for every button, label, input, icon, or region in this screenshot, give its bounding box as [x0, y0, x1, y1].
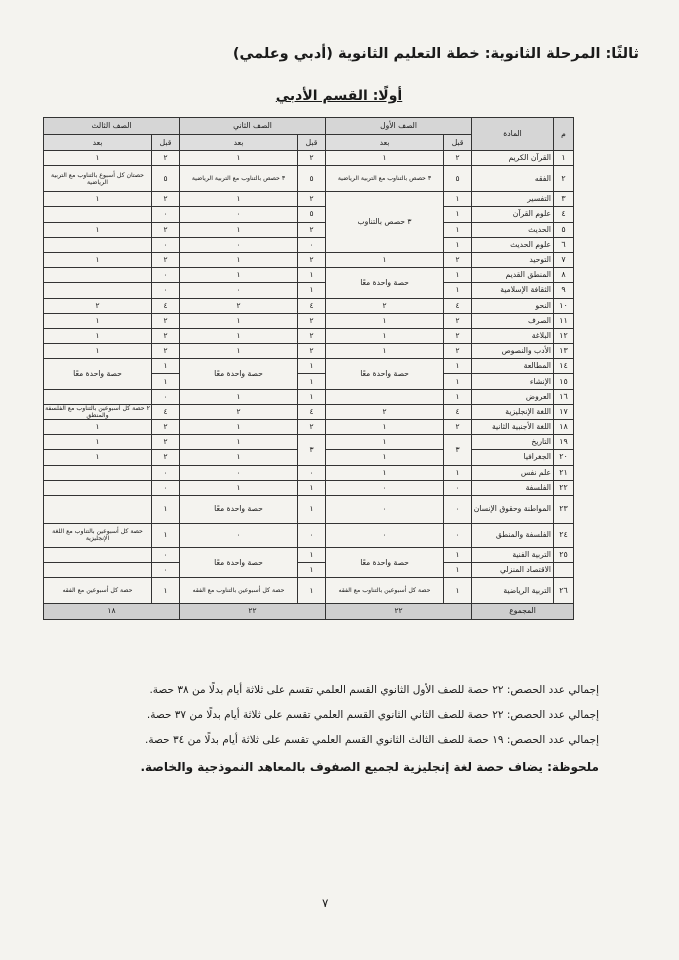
row-num: ٢٥	[554, 547, 574, 562]
g1-together-cell: حصة واحدة معًا	[326, 268, 444, 298]
g3-before: ٢	[152, 313, 180, 328]
g2-after: ١	[180, 252, 298, 267]
g2-after: ١	[180, 222, 298, 237]
row-num: ٢٠	[554, 450, 574, 465]
g2-together-cell: حصة واحدة معًا	[180, 359, 298, 389]
g1-before: ٢	[444, 151, 472, 166]
subject-cell: الفلسفة	[472, 480, 554, 495]
row-num: ١٣	[554, 344, 574, 359]
table-row	[44, 298, 574, 313]
g1-after: ١	[326, 420, 444, 435]
g2-before: ١	[298, 359, 326, 374]
g1-before: ٠	[444, 523, 472, 547]
subject-cell: الحديث	[472, 222, 554, 237]
g1-after: ١	[326, 344, 444, 359]
g1-after: ٢	[326, 404, 444, 419]
page-number: ٧	[322, 896, 329, 910]
g1-after: ١	[326, 151, 444, 166]
table-row	[44, 283, 574, 298]
table-row	[44, 547, 574, 562]
row-num: ١٢	[554, 328, 574, 343]
header-after: بعد	[44, 135, 152, 151]
row-num: ٢٢	[554, 480, 574, 495]
g3-before: ٢	[152, 450, 180, 465]
row-num: ٧	[554, 252, 574, 267]
g2-together-cell: حصة واحدة معًا	[180, 495, 298, 523]
subject-cell: الأدب والنصوص	[472, 344, 554, 359]
g3-before: ٠	[152, 283, 180, 298]
row-num: ١٠	[554, 298, 574, 313]
g2-before: ٢	[298, 192, 326, 207]
g3-before: ٠	[152, 563, 180, 578]
g2-before: ٢	[298, 313, 326, 328]
g3-after: ١	[44, 328, 152, 343]
table-row	[44, 344, 574, 359]
g3-after	[44, 207, 152, 222]
row-num: ١٨	[554, 420, 574, 435]
g1-before: ٤	[444, 298, 472, 313]
g3-after: حصة كل أسبوعين مع الفقه	[44, 578, 152, 604]
g1-before: ١	[444, 268, 472, 283]
g1-after: حصة كل أسبوعين بالتناوب مع الفقه	[326, 578, 444, 604]
table-row	[44, 328, 574, 343]
g1-before: ٢	[444, 420, 472, 435]
g1-after: ١	[326, 435, 444, 450]
g3-before: ١	[152, 374, 180, 389]
row-num: ١	[554, 151, 574, 166]
g2-after: ٠	[180, 465, 298, 480]
g3-before: ٢	[152, 192, 180, 207]
g2-before: ٥	[298, 166, 326, 192]
g3-after	[44, 283, 152, 298]
g2-before: ٠	[298, 465, 326, 480]
subject-cell: الصرف	[472, 313, 554, 328]
table-row	[44, 252, 574, 267]
table-row	[44, 237, 574, 252]
g2-before: ٥	[298, 207, 326, 222]
table-row	[44, 207, 574, 222]
g1-before: ٠	[444, 495, 472, 523]
g2-after: ١	[180, 151, 298, 166]
header-before: قبل	[444, 135, 472, 151]
g2-after: ١	[180, 480, 298, 495]
g1-before: ٢	[444, 344, 472, 359]
g2-before: ٢	[298, 222, 326, 237]
header-grade1: الصف الأول	[326, 118, 472, 135]
row-num: ٢	[554, 166, 574, 192]
g2-before: ٠	[298, 523, 326, 547]
g2-after: ١	[180, 450, 298, 465]
header-before: قبل	[298, 135, 326, 151]
g1-before: ١	[444, 563, 472, 578]
g3-before: ٢	[152, 420, 180, 435]
g1-before: ١	[444, 547, 472, 562]
table-row	[44, 495, 574, 523]
g1-after: ٠	[326, 480, 444, 495]
row-num	[554, 563, 574, 578]
row-num: ٣	[554, 192, 574, 207]
g3-after: ١	[44, 151, 152, 166]
g1-before: ١	[444, 359, 472, 374]
table-row	[44, 465, 574, 480]
g2-after: ١	[180, 328, 298, 343]
g2-after: ٠	[180, 283, 298, 298]
g2-after: ٢	[180, 404, 298, 419]
g1-before: ١	[444, 192, 472, 207]
table-row	[44, 192, 574, 207]
g3-after: ٢ حصة كل أسبوعين بالتناوب مع الفلسفة والمنطق	[45, 404, 150, 419]
g3-before: ٠	[152, 237, 180, 252]
g2-before: ١	[298, 547, 326, 562]
g1-after: ١	[326, 328, 444, 343]
row-num: ٨	[554, 268, 574, 283]
g2-after: ٠	[180, 207, 298, 222]
g2-before: ٢	[298, 252, 326, 267]
g2-before: ٤	[298, 404, 326, 419]
g1-after: ٠	[326, 495, 444, 523]
table-row	[44, 389, 574, 404]
subject-cell: التاريخ	[472, 435, 554, 450]
g1-after: ١	[326, 252, 444, 267]
g2-before: ١	[298, 495, 326, 523]
table-row	[44, 268, 574, 283]
g3-after: ١	[44, 192, 152, 207]
table-row	[44, 523, 574, 547]
g3-before: ٤	[152, 404, 180, 419]
total-g3: ١٨	[44, 604, 180, 619]
g3-before: ٠	[152, 268, 180, 283]
g3-together-cell: حصة واحدة معًا	[44, 359, 152, 389]
g2-after: ٠	[180, 237, 298, 252]
row-num: ٢٤	[554, 523, 574, 547]
subject-cell: الجغرافيا	[472, 450, 554, 465]
total-g1: ٢٢	[326, 604, 472, 619]
subject-cell: البلاغة	[472, 328, 554, 343]
g2-before: ١	[298, 374, 326, 389]
row-num: ١٤	[554, 359, 574, 374]
g3-before: ٢	[152, 328, 180, 343]
g2-before: ١	[298, 268, 326, 283]
g1-after	[326, 389, 444, 404]
g2-before: ٢	[298, 328, 326, 343]
g1-after: ١	[326, 465, 444, 480]
g2-before: ١	[298, 389, 326, 404]
g1-after: ١	[326, 450, 444, 465]
row-num: ١١	[554, 313, 574, 328]
summary-line-1: إجمالي عدد الحصص: ٢٢ حصة للصف الأول الثانوي القسم العلمي تقسم على ثلاثة أيام بدلًا من ٣٨ حصة.	[149, 684, 599, 696]
subject-cell: التوحيد	[472, 252, 554, 267]
g1-after: ٠	[326, 523, 444, 547]
g2-together-cell: حصة واحدة معًا	[180, 547, 298, 577]
table-row	[44, 435, 574, 450]
g3-before: ١	[152, 523, 180, 547]
g2-after: ٢	[180, 298, 298, 313]
g1-before: ١	[444, 237, 472, 252]
subject-cell: القرآن الكريم	[472, 151, 554, 166]
row-num: ٢٣	[554, 495, 574, 523]
total-label: المجموع	[472, 604, 574, 619]
g1-shared-cell: ٣ حصص بالتناوب	[326, 192, 444, 253]
g1-before: ١	[444, 578, 472, 604]
g3-before: ١	[152, 359, 180, 374]
g3-after	[44, 268, 152, 283]
subject-cell: التربية الرياضية	[472, 578, 554, 604]
subject-cell: الفقه	[472, 166, 554, 192]
g3-after: ٢	[44, 298, 152, 313]
g3-before: ٥	[152, 166, 180, 192]
subject-cell: علوم الحديث	[472, 237, 554, 252]
subject-cell: المطالعة	[472, 359, 554, 374]
g3-before: ٠	[152, 389, 180, 404]
subject-cell: المواطنة وحقوق الإنسان	[472, 495, 554, 523]
row-num: ٩	[554, 283, 574, 298]
g3-after	[44, 547, 152, 562]
g1-before: ٢	[444, 313, 472, 328]
g2-after: ١	[180, 420, 298, 435]
row-num: ٢٦	[554, 578, 574, 604]
g2-before: ٤	[298, 298, 326, 313]
table-row	[44, 359, 574, 374]
total-g2: ٢٢	[180, 604, 326, 619]
subject-cell: الثقافة الإسلامية	[472, 283, 554, 298]
g3-after	[44, 237, 152, 252]
subject-cell: النحو	[472, 298, 554, 313]
subject-cell: الإنشاء	[472, 374, 554, 389]
g3-before: ٠	[152, 465, 180, 480]
summary-line-2: إجمالي عدد الحصص: ٢٢ حصة للصف الثاني الثانوي القسم العلمي تقسم على ثلاثة أيام بدلًا من ٣٧ حصة.	[146, 709, 599, 721]
g3-before: ١	[152, 578, 180, 604]
subject-cell: اللغة الإنجليزية	[472, 404, 554, 419]
table-row	[44, 578, 574, 604]
g1-history-before: ٣	[444, 435, 472, 465]
g1-after: ٣ حصص بالتناوب مع التربية الرياضية	[326, 166, 444, 192]
g3-after: ١	[44, 313, 152, 328]
table-row	[44, 480, 574, 495]
g3-before: ١	[152, 495, 180, 523]
g3-after: حصتان كل أسبوع بالتناوب مع التربية الرياضية	[44, 166, 152, 192]
g1-before: ١	[444, 465, 472, 480]
subject-cell: التربية الفنية	[472, 547, 554, 562]
g3-before: ٢	[152, 435, 180, 450]
total-row	[44, 604, 574, 619]
g1-together-cell: حصة واحدة معًا	[326, 547, 444, 577]
header-grade3: الصف الثالث	[44, 118, 180, 135]
g3-before: ٠	[152, 207, 180, 222]
table-row	[44, 151, 574, 166]
g2-before: ١	[298, 480, 326, 495]
g3-before: ٠	[152, 547, 180, 562]
g2-after: ١	[180, 313, 298, 328]
g1-before: ١	[444, 283, 472, 298]
g2-after: ١	[180, 389, 298, 404]
header-num: م	[554, 118, 574, 151]
g3-before: ٤	[152, 298, 180, 313]
g3-after	[44, 389, 152, 404]
g3-after: ١	[44, 420, 152, 435]
g1-before: ١	[444, 389, 472, 404]
g2-after: حصة كل أسبوعين بالتناوب مع الفقه	[180, 578, 298, 604]
g2-before: ٢	[298, 151, 326, 166]
header-before: قبل	[152, 135, 180, 151]
g3-after	[44, 465, 152, 480]
g2-after: ١	[180, 268, 298, 283]
header-after: بعد	[326, 135, 444, 151]
g3-before: ٢	[152, 252, 180, 267]
row-num: ٤	[554, 207, 574, 222]
row-num: ٢١	[554, 465, 574, 480]
summary-line-3: إجمالي عدد الحصص: ١٩ حصة للصف الثالث الثانوي القسم العلمي تقسم على ثلاثة أيام بدلًا من ٣٤ حصة.	[145, 734, 599, 746]
subject-cell: العروض	[472, 389, 554, 404]
table-row	[44, 166, 574, 192]
row-num: ٥	[554, 222, 574, 237]
row-num: ١٩	[554, 435, 574, 450]
g2-before: ٢	[298, 420, 326, 435]
header-grade2: الصف الثاني	[180, 118, 326, 135]
curriculum-table	[43, 117, 574, 620]
g2-after: ٣ حصص بالتناوب مع التربية الرياضية	[180, 166, 298, 192]
g3-after: ١	[44, 222, 152, 237]
g1-after: ١	[326, 313, 444, 328]
g3-before: ٢	[152, 151, 180, 166]
g2-before: ١	[298, 283, 326, 298]
g3-after: ١	[44, 450, 152, 465]
footnote: ملحوظة: يضاف حصة لغة إنجليزية لجميع الصفوف بالمعاهد النموذجية والخاصة.	[140, 760, 599, 774]
g2-after: ١	[180, 344, 298, 359]
g2-after: ١	[180, 192, 298, 207]
g2-after: ١	[180, 435, 298, 450]
g1-before: ٢	[444, 252, 472, 267]
g2-before: ١	[298, 578, 326, 604]
row-num: ١٦	[554, 389, 574, 404]
g1-before: ١	[444, 374, 472, 389]
g3-after	[44, 480, 152, 495]
table-row	[44, 222, 574, 237]
subject-cell: اللغة الأجنبية الثانية	[472, 420, 554, 435]
g1-before: ٤	[444, 404, 472, 419]
g3-after	[44, 495, 152, 523]
section-subheading: أولًا: القسم الأدبي	[275, 88, 403, 104]
g3-after: ١	[44, 252, 152, 267]
g2-history-before: ٣	[298, 435, 326, 465]
g3-after: ١	[44, 435, 152, 450]
g1-before: ٥	[444, 166, 472, 192]
table-row	[44, 563, 574, 578]
table-row	[44, 313, 574, 328]
row-num: ١٧	[554, 404, 574, 419]
subject-cell: الفلسفة والمنطق	[472, 523, 554, 547]
g2-after: ٠	[180, 523, 298, 547]
g1-together-cell: حصة واحدة معًا	[326, 359, 444, 389]
table-row	[44, 404, 574, 419]
row-num: ١٥	[554, 374, 574, 389]
header-subject: المادة	[472, 118, 554, 151]
g1-before: ١	[444, 207, 472, 222]
row-num: ٦	[554, 237, 574, 252]
g3-after: ١	[44, 344, 152, 359]
g3-before: ٢	[152, 344, 180, 359]
g3-before: ٠	[152, 480, 180, 495]
subject-cell: علم نفس	[472, 465, 554, 480]
subject-cell: المنطق القديم	[472, 268, 554, 283]
section-heading: ثالثًا: المرحلة الثانوية: خطة التعليم الثانوية (أدبي وعلمي)	[232, 46, 639, 62]
header-after: بعد	[180, 135, 298, 151]
subject-cell: علوم القرآن	[472, 207, 554, 222]
g2-before: ٠	[298, 237, 326, 252]
g1-before: ١	[444, 222, 472, 237]
g1-after: ٢	[326, 298, 444, 313]
table-row	[44, 420, 574, 435]
subject-cell: الاقتصاد المنزلي	[472, 563, 554, 578]
g1-before: ٢	[444, 328, 472, 343]
g2-before: ٢	[298, 344, 326, 359]
g3-after	[44, 563, 152, 578]
g3-after: حصة كل أسبوعين بالتناوب مع اللغة الإنجليزية	[44, 523, 152, 547]
g2-before: ١	[298, 563, 326, 578]
g1-before: ٠	[444, 480, 472, 495]
g3-before: ٢	[152, 222, 180, 237]
subject-cell: التفسير	[472, 192, 554, 207]
